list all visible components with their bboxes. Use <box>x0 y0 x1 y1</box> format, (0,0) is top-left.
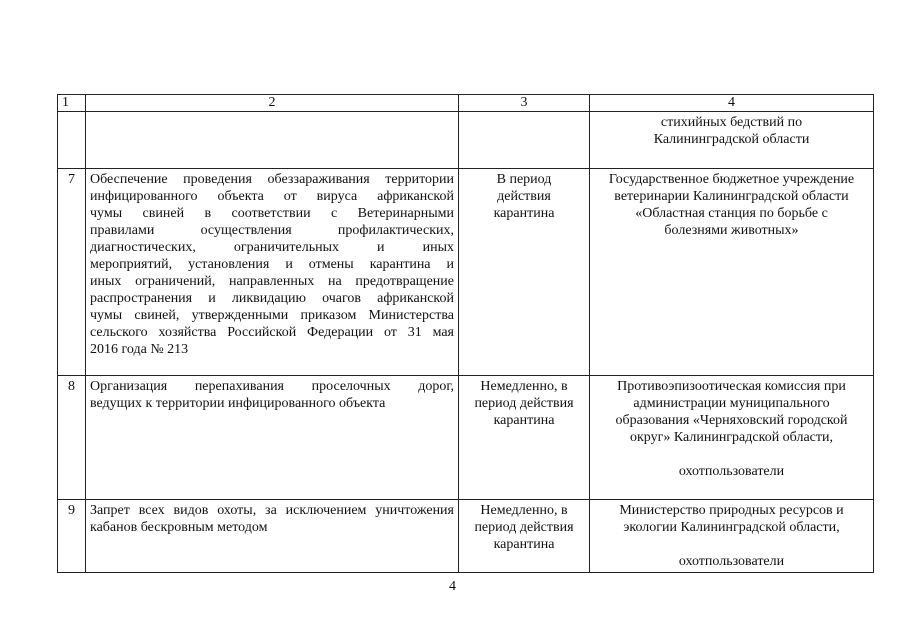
row-number: 8 <box>58 376 86 500</box>
continuation-num-cell <box>58 112 86 169</box>
exec-line: охотпользователи <box>678 554 785 569</box>
term-cell <box>459 500 590 573</box>
exec-line: «Областная станция по борьбе с <box>635 206 828 221</box>
table-row <box>58 500 874 573</box>
action-line: 2016 года № 213 <box>90 342 189 357</box>
header-col-1: 1 <box>58 95 86 112</box>
action-line: Обеспечение проведения обеззараживания территории <box>90 172 454 187</box>
executor-cell <box>590 500 874 573</box>
exec-line: ветеринарии Калининградской области <box>614 189 849 204</box>
action-line: ведущих к территории инфицированного объекта <box>90 396 386 411</box>
executor-cell <box>590 376 874 500</box>
term-cell <box>459 376 590 500</box>
action-cell <box>86 169 459 376</box>
action-line: диагностических, ограничительных и иных <box>90 240 454 255</box>
table-header-row <box>58 95 874 112</box>
exec-line: болезнями животных» <box>664 223 799 238</box>
continuation-exec-cell <box>590 112 874 169</box>
row-number: 7 <box>58 169 86 376</box>
exec-line: Министерство природных ресурсов и <box>619 503 844 518</box>
action-line: мероприятий, установления и отмены карантина и <box>90 257 454 272</box>
row-number: 9 <box>58 500 86 573</box>
term-line: период действия <box>474 396 574 411</box>
term-line: Немедленно, в <box>480 503 568 518</box>
continuation-term-cell <box>459 112 590 169</box>
exec-line: охотпользователи <box>678 464 785 479</box>
action-cell <box>86 500 459 573</box>
action-line: Запрет всех видов охоты, за исключением уничтожения <box>90 503 454 518</box>
action-line: распространения и ликвидацию очагов африканской <box>90 291 454 306</box>
measures-table <box>57 94 874 573</box>
term-line: Немедленно, в <box>480 379 568 394</box>
page-number: 4 <box>449 579 456 594</box>
term-line: В период <box>496 172 552 187</box>
action-line: кабанов бескровным методом <box>90 520 268 535</box>
action-line: Организация перепахивания проселочных дорог, <box>90 379 454 394</box>
executor-cell <box>590 169 874 376</box>
term-line: карантина <box>493 537 555 552</box>
exec-line: Калининградской области <box>653 132 810 147</box>
exec-line: образования «Черняховский городской <box>615 413 848 428</box>
continuation-row <box>58 112 874 169</box>
header-col-4: 4 <box>590 95 874 112</box>
table-row <box>58 376 874 500</box>
header-col-2: 2 <box>86 95 459 112</box>
exec-line: Государственное бюджетное учреждение <box>608 172 855 187</box>
exec-line: округ» Калининградской области, <box>630 430 833 445</box>
exec-gap <box>594 536 869 553</box>
term-line: период действия <box>474 520 574 535</box>
term-line: карантина <box>493 206 555 221</box>
exec-line: администрации муниципального <box>633 396 830 411</box>
table-row <box>58 169 874 376</box>
term-cell <box>459 169 590 376</box>
continuation-action-cell <box>86 112 459 169</box>
exec-line: Противоэпизоотическая комиссия при <box>617 379 846 394</box>
exec-line: стихийных бедствий по <box>660 115 803 130</box>
exec-line: экологии Калининградской области, <box>623 520 840 535</box>
term-line: действия <box>497 189 551 204</box>
action-cell <box>86 376 459 500</box>
action-line: правилами осуществления профилактических, <box>90 223 454 238</box>
header-col-3: 3 <box>459 95 590 112</box>
action-line: иных ограничений, направленных на предотвращение <box>90 274 454 289</box>
action-line: сельского хозяйства Российской Федерации от 31 мая <box>90 325 454 340</box>
term-line: карантина <box>493 413 555 428</box>
action-line: чумы свиней, утвержденными приказом Министерства <box>90 308 454 323</box>
action-line: инфицированного объекта от вируса африканской <box>90 189 454 204</box>
action-line: чумы свиней в соответствии с Ветеринарными <box>90 206 454 221</box>
exec-gap <box>594 446 869 463</box>
